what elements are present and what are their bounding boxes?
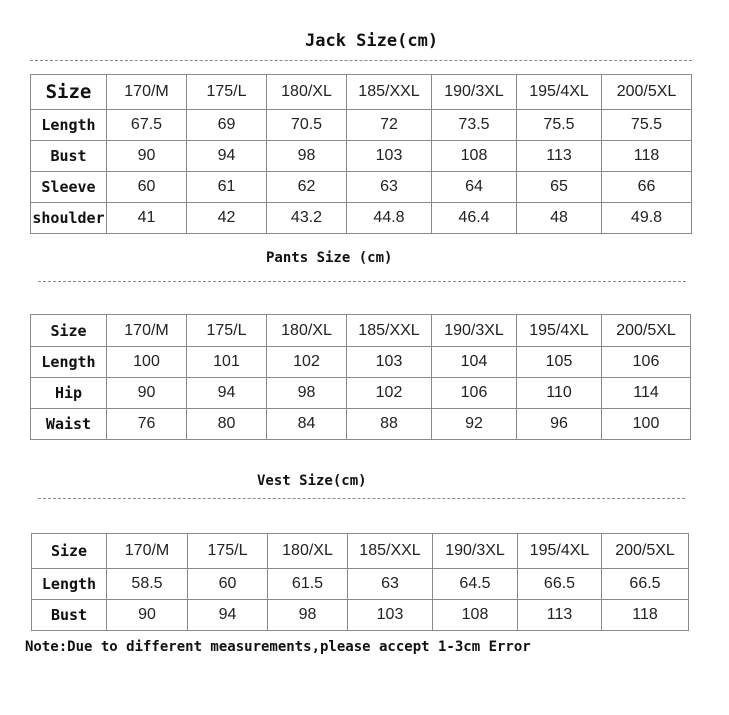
- table-header-cell: Size: [32, 534, 107, 569]
- table-cell: 63: [347, 172, 432, 203]
- table-cell: 103: [347, 347, 432, 378]
- table-cell: 94: [187, 141, 267, 172]
- table-header-cell: 180/XL: [268, 534, 348, 569]
- table-cell: 113: [518, 600, 602, 631]
- table-cell: 102: [347, 378, 432, 409]
- table-cell: 46.4: [432, 203, 517, 234]
- pants-size-table: [30, 314, 691, 440]
- table-cell: 61.5: [268, 569, 348, 600]
- table-row: [31, 110, 692, 141]
- table-cell: 98: [267, 378, 347, 409]
- table-cell: 118: [602, 141, 692, 172]
- table-header-cell: 195/4XL: [517, 315, 602, 347]
- table-cell: 110: [517, 378, 602, 409]
- table-cell: 67.5: [107, 110, 187, 141]
- table-cell: 61: [187, 172, 267, 203]
- table-cell: 41: [107, 203, 187, 234]
- table-header-cell: Size: [31, 75, 107, 110]
- vest-table-body: [32, 534, 689, 631]
- table-header-cell: 180/XL: [267, 75, 347, 110]
- table-header-cell: 175/L: [187, 315, 267, 347]
- pants-header-row: [31, 315, 691, 347]
- table-cell: 108: [432, 141, 517, 172]
- table-header-cell: 190/3XL: [433, 534, 518, 569]
- table-header-cell: 185/XXL: [347, 75, 432, 110]
- table-header-cell: 195/4XL: [517, 75, 602, 110]
- table-row: [32, 569, 689, 600]
- table-cell: 66: [602, 172, 692, 203]
- table-header-cell: 190/3XL: [432, 315, 517, 347]
- table-row: [31, 378, 691, 409]
- jacket-divider: [30, 60, 692, 61]
- table-cell: 66.5: [602, 569, 689, 600]
- table-cell: 88: [347, 409, 432, 440]
- table-cell: 63: [348, 569, 433, 600]
- table-row: [31, 141, 692, 172]
- table-header-cell: 185/XXL: [347, 315, 432, 347]
- row-label: Hip: [31, 378, 107, 409]
- row-label: Bust: [32, 600, 107, 631]
- measurement-note: Note:Due to different measurements,please accept 1-3cm Error: [25, 639, 531, 655]
- table-header-cell: 170/M: [107, 315, 187, 347]
- table-cell: 101: [187, 347, 267, 378]
- table-cell: 100: [602, 409, 691, 440]
- table-cell: 49.8: [602, 203, 692, 234]
- jacket-header-row: [31, 75, 692, 110]
- table-cell: 90: [107, 378, 187, 409]
- table-row: [31, 347, 691, 378]
- table-cell: 64.5: [433, 569, 518, 600]
- pants-title: Pants Size (cm): [266, 250, 393, 266]
- row-label: Bust: [31, 141, 107, 172]
- table-cell: 73.5: [432, 110, 517, 141]
- table-header-cell: 185/XXL: [348, 534, 433, 569]
- table-cell: 100: [107, 347, 187, 378]
- table-cell: 108: [433, 600, 518, 631]
- table-cell: 98: [268, 600, 348, 631]
- table-header-cell: 180/XL: [267, 315, 347, 347]
- table-row: [31, 172, 692, 203]
- table-cell: 113: [517, 141, 602, 172]
- jacket-title: Jack Size(cm): [305, 31, 439, 51]
- table-cell: 64: [432, 172, 517, 203]
- table-cell: 60: [107, 172, 187, 203]
- table-cell: 103: [347, 141, 432, 172]
- table-cell: 44.8: [347, 203, 432, 234]
- table-header-cell: 200/5XL: [602, 75, 692, 110]
- row-label: Length: [32, 569, 107, 600]
- table-header-cell: 175/L: [188, 534, 268, 569]
- table-cell: 98: [267, 141, 347, 172]
- vest-header-row: [32, 534, 689, 569]
- row-label: Length: [31, 110, 107, 141]
- table-cell: 94: [187, 378, 267, 409]
- table-header-cell: 200/5XL: [602, 534, 689, 569]
- table-cell: 72: [347, 110, 432, 141]
- table-header-cell: 190/3XL: [432, 75, 517, 110]
- table-cell: 60: [188, 569, 268, 600]
- pants-divider: [38, 281, 686, 282]
- table-cell: 69: [187, 110, 267, 141]
- table-cell: 90: [107, 600, 188, 631]
- table-header-cell: 200/5XL: [602, 315, 691, 347]
- table-cell: 102: [267, 347, 347, 378]
- table-cell: 84: [267, 409, 347, 440]
- jacket-table-body: [31, 75, 692, 234]
- row-label: Waist: [31, 409, 107, 440]
- table-header-cell: 170/M: [107, 534, 188, 569]
- table-cell: 62: [267, 172, 347, 203]
- vest-title: Vest Size(cm): [257, 473, 367, 489]
- vest-divider: [38, 498, 685, 499]
- table-cell: 94: [188, 600, 268, 631]
- table-cell: 66.5: [518, 569, 602, 600]
- table-cell: 75.5: [517, 110, 602, 141]
- pants-table-body: [31, 315, 691, 440]
- table-header-cell: 175/L: [187, 75, 267, 110]
- table-header-cell: Size: [31, 315, 107, 347]
- table-cell: 96: [517, 409, 602, 440]
- table-cell: 76: [107, 409, 187, 440]
- table-cell: 104: [432, 347, 517, 378]
- row-label: Length: [31, 347, 107, 378]
- table-cell: 106: [432, 378, 517, 409]
- table-cell: 90: [107, 141, 187, 172]
- table-cell: 42: [187, 203, 267, 234]
- table-cell: 103: [348, 600, 433, 631]
- table-header-cell: 170/M: [107, 75, 187, 110]
- row-label: shoulder: [31, 203, 107, 234]
- table-cell: 105: [517, 347, 602, 378]
- table-cell: 70.5: [267, 110, 347, 141]
- table-row: [31, 409, 691, 440]
- row-label: Sleeve: [31, 172, 107, 203]
- table-cell: 58.5: [107, 569, 188, 600]
- table-cell: 65: [517, 172, 602, 203]
- table-row: [31, 203, 692, 234]
- table-cell: 92: [432, 409, 517, 440]
- table-header-cell: 195/4XL: [518, 534, 602, 569]
- table-cell: 48: [517, 203, 602, 234]
- vest-size-table: [31, 533, 689, 631]
- table-cell: 43.2: [267, 203, 347, 234]
- table-cell: 80: [187, 409, 267, 440]
- table-cell: 75.5: [602, 110, 692, 141]
- jacket-size-table: [30, 74, 692, 234]
- table-row: [32, 600, 689, 631]
- table-cell: 118: [602, 600, 689, 631]
- table-cell: 106: [602, 347, 691, 378]
- table-cell: 114: [602, 378, 691, 409]
